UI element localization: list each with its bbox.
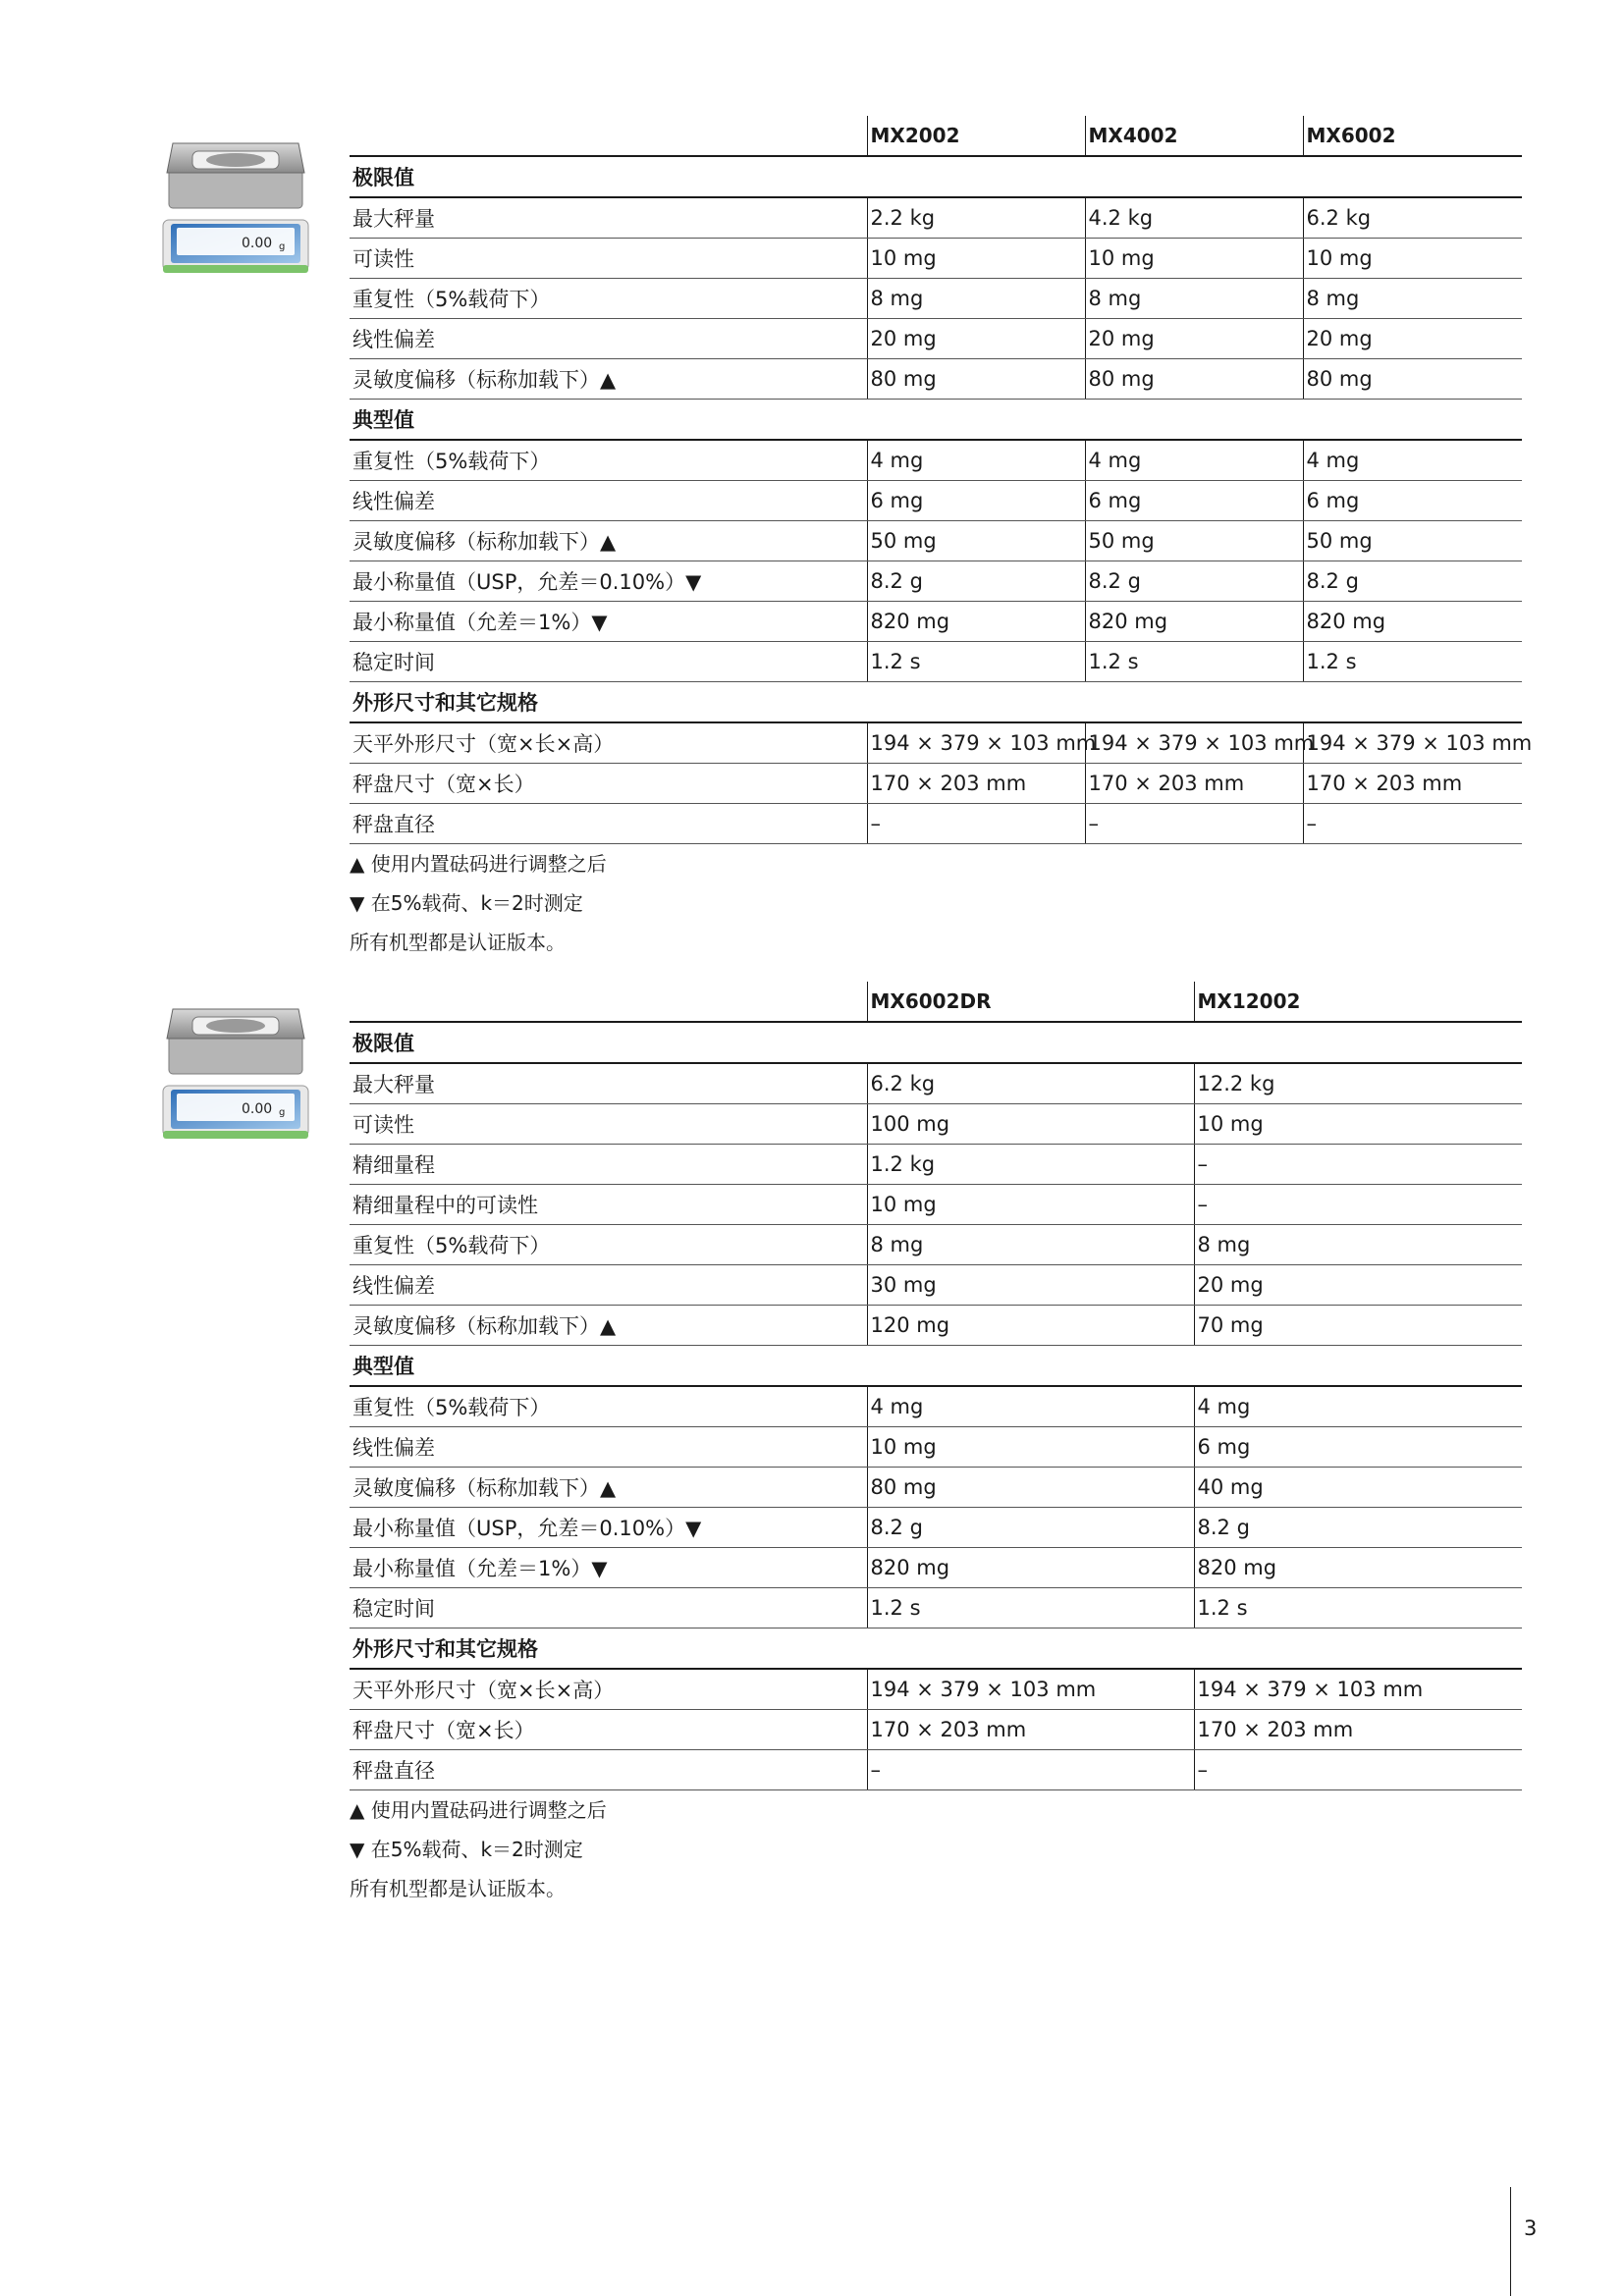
spec-value: 170 × 203 mm: [1194, 1710, 1522, 1750]
spec-value: 170 × 203 mm: [867, 764, 1085, 804]
table-row: [350, 1669, 1522, 1710]
spec-value: 820 mg: [867, 1548, 1194, 1588]
section-header-row: [350, 156, 1522, 197]
spec-value: 194 × 379 × 103 mm: [1303, 722, 1522, 764]
spec-label: 重复性（5%载荷下）: [350, 1386, 867, 1427]
spec-value: 4 mg: [1303, 440, 1522, 481]
spec-label: 精细量程: [350, 1145, 867, 1185]
spec-value: 1.2 s: [867, 1588, 1194, 1629]
footnote: ▼ 在5%载荷、k＝2时测定: [350, 1838, 583, 1861]
table-row: [350, 197, 1522, 239]
table-row: [350, 1265, 1522, 1306]
spec-value: –: [867, 1750, 1194, 1790]
table-row: [350, 359, 1522, 400]
spec-label: 最小称量值（USP，允差＝0.10%）▼: [350, 1508, 867, 1548]
spec-value: –: [1085, 804, 1303, 844]
table-row: [350, 722, 1522, 764]
table-row: [350, 1145, 1522, 1185]
section-header-row: [350, 1629, 1522, 1670]
section-header-row: [350, 400, 1522, 441]
table-row: [350, 1588, 1522, 1629]
spec-value: –: [1303, 804, 1522, 844]
table-row: [350, 1548, 1522, 1588]
footnote: ▼ 在5%载荷、k＝2时测定: [350, 891, 583, 915]
spec-value: 194 × 379 × 103 mm: [1085, 722, 1303, 764]
spec-label: 秤盘直径: [350, 804, 867, 844]
spec-value: 4 mg: [867, 440, 1085, 481]
spec-label: 灵敏度偏移（标称加载下）▲: [350, 359, 867, 400]
spec-value: 20 mg: [1194, 1265, 1522, 1306]
section-header-row: [350, 682, 1522, 723]
spec-value: 10 mg: [867, 239, 1085, 279]
spec-value: 820 mg: [1194, 1548, 1522, 1588]
spec-label: 天平外形尺寸（宽×长×高）: [350, 722, 867, 764]
spec-value: 820 mg: [1085, 602, 1303, 642]
spec-value: 8.2 g: [1194, 1508, 1522, 1548]
footnote: 所有机型都是认证版本。: [350, 1877, 566, 1900]
spec-value: 2.2 kg: [867, 197, 1085, 239]
spec-value: 8 mg: [867, 1225, 1194, 1265]
balance-product-image: [157, 139, 314, 282]
spec-label: 重复性（5%载荷下）: [350, 440, 867, 481]
spec-value: 80 mg: [1303, 359, 1522, 400]
table-row: [350, 764, 1522, 804]
spec-value: 1.2 s: [1303, 642, 1522, 682]
spec-value: 6 mg: [1085, 481, 1303, 521]
table-row: [350, 279, 1522, 319]
section-title: 极限值: [350, 1022, 1522, 1063]
spec-value: 4 mg: [1194, 1386, 1522, 1427]
spec-value: 50 mg: [1085, 521, 1303, 561]
footnote: 所有机型都是认证版本。: [350, 931, 566, 954]
spec-label: 秤盘尺寸（宽×长）: [350, 764, 867, 804]
table-row: [350, 642, 1522, 682]
spec-value: 8 mg: [1194, 1225, 1522, 1265]
spec-value: 10 mg: [867, 1185, 1194, 1225]
spec-value: 4.2 kg: [1085, 197, 1303, 239]
spec-value: 170 × 203 mm: [867, 1710, 1194, 1750]
table-row: [350, 1104, 1522, 1145]
table-row: [350, 1306, 1522, 1346]
display-reading: 0.00: [242, 1101, 273, 1117]
section-title: 极限值: [350, 156, 1522, 197]
table-row: [350, 319, 1522, 359]
spec-value: 8 mg: [867, 279, 1085, 319]
spec-value: 194 × 379 × 103 mm: [867, 1669, 1194, 1710]
table-row: [350, 481, 1522, 521]
spec-value: 1.2 kg: [867, 1145, 1194, 1185]
spec-value: 80 mg: [867, 359, 1085, 400]
spec-value: 170 × 203 mm: [1085, 764, 1303, 804]
model-name: MX6002: [1303, 116, 1522, 156]
spec-label: 灵敏度偏移（标称加载下）▲: [350, 521, 867, 561]
spec-label: 可读性: [350, 239, 867, 279]
model-name: MX4002: [1085, 116, 1303, 156]
spec-value: 120 mg: [867, 1306, 1194, 1346]
spec-value: –: [1194, 1145, 1522, 1185]
spec-label: 最小称量值（USP，允差＝0.10%）▼: [350, 561, 867, 602]
table-row: [350, 1386, 1522, 1427]
spec-value: 1.2 s: [867, 642, 1085, 682]
section-header-row: [350, 1346, 1522, 1387]
spec-value: 20 mg: [867, 319, 1085, 359]
model-header-row: [350, 982, 1522, 1022]
footnotes-2: [350, 1790, 607, 1908]
spec-value: 70 mg: [1194, 1306, 1522, 1346]
spec-value: –: [867, 804, 1085, 844]
spec-value: 40 mg: [1194, 1468, 1522, 1508]
balance-icon: [157, 1005, 314, 1148]
spec-value: 6 mg: [1303, 481, 1522, 521]
footnote: ▲ 使用内置砝码进行调整之后: [350, 852, 607, 876]
table-row: [350, 440, 1522, 481]
table-row: [350, 1185, 1522, 1225]
page-divider: [1510, 2187, 1511, 2296]
spec-label: 稳定时间: [350, 1588, 867, 1629]
spec-value: 4 mg: [1085, 440, 1303, 481]
spec-value: 6.2 kg: [1303, 197, 1522, 239]
spec-label: 线性偏差: [350, 481, 867, 521]
spec-value: 8.2 g: [867, 561, 1085, 602]
spec-table-1: [350, 116, 1533, 844]
table-row: [350, 1750, 1522, 1790]
spec-label: 最小称量值（允差＝1%）▼: [350, 1548, 867, 1588]
spec-value: 100 mg: [867, 1104, 1194, 1145]
table-row: [350, 1063, 1522, 1104]
spec-label: 天平外形尺寸（宽×长×高）: [350, 1669, 867, 1710]
table-row: [350, 1427, 1522, 1468]
spec-value: 4 mg: [867, 1386, 1194, 1427]
display-reading: 0.00: [242, 236, 273, 251]
spec-value: 6 mg: [867, 481, 1085, 521]
spec-label: 精细量程中的可读性: [350, 1185, 867, 1225]
spec-label: 线性偏差: [350, 1265, 867, 1306]
balance-icon: [157, 139, 314, 282]
spec-label: 秤盘尺寸（宽×长）: [350, 1710, 867, 1750]
spec-table-2: [350, 982, 1522, 1790]
spec-value: 80 mg: [1085, 359, 1303, 400]
model-name: MX2002: [867, 116, 1085, 156]
table-row: [350, 1710, 1522, 1750]
spec-label: 稳定时间: [350, 642, 867, 682]
spec-value: 10 mg: [1303, 239, 1522, 279]
spec-value: 194 × 379 × 103 mm: [1194, 1669, 1522, 1710]
spec-value: 10 mg: [867, 1427, 1194, 1468]
spec-value: 820 mg: [867, 602, 1085, 642]
spec-value: –: [1194, 1185, 1522, 1225]
spec-label: 可读性: [350, 1104, 867, 1145]
spec-value: 6 mg: [1194, 1427, 1522, 1468]
footnote: ▲ 使用内置砝码进行调整之后: [350, 1798, 607, 1822]
spec-value: 8.2 g: [867, 1508, 1194, 1548]
spec-value: 80 mg: [867, 1468, 1194, 1508]
spec-label: 灵敏度偏移（标称加载下）▲: [350, 1306, 867, 1346]
spec-label: 线性偏差: [350, 319, 867, 359]
spec-value: 10 mg: [1194, 1104, 1522, 1145]
spec-table-2-body: [350, 982, 1522, 1790]
spec-value: 194 × 379 × 103 mm: [867, 722, 1085, 764]
spec-value: 8 mg: [1085, 279, 1303, 319]
spec-value: 8 mg: [1303, 279, 1522, 319]
spec-label: 最大秤量: [350, 1063, 867, 1104]
spec-value: 20 mg: [1085, 319, 1303, 359]
spec-value: 12.2 kg: [1194, 1063, 1522, 1104]
spec-value: 20 mg: [1303, 319, 1522, 359]
model-name: MX6002DR: [867, 982, 1194, 1022]
spec-value: 30 mg: [867, 1265, 1194, 1306]
spec-label: 重复性（5%载荷下）: [350, 279, 867, 319]
spec-value: 170 × 203 mm: [1303, 764, 1522, 804]
table-row: [350, 602, 1522, 642]
spec-value: 8.2 g: [1303, 561, 1522, 602]
spec-label: 最小称量值（允差＝1%）▼: [350, 602, 867, 642]
spec-value: 50 mg: [867, 521, 1085, 561]
page-number: 3: [1524, 2216, 1538, 2240]
spec-label: 灵敏度偏移（标称加载下）▲: [350, 1468, 867, 1508]
table-row: [350, 521, 1522, 561]
display-unit: g: [279, 1107, 286, 1118]
spec-value: 50 mg: [1303, 521, 1522, 561]
spec-label: 线性偏差: [350, 1427, 867, 1468]
spec-value: –: [1194, 1750, 1522, 1790]
table-row: [350, 561, 1522, 602]
section-header-row: [350, 1022, 1522, 1063]
section-title: 典型值: [350, 1346, 1522, 1387]
spec-value: 8.2 g: [1085, 561, 1303, 602]
spec-label: 重复性（5%载荷下）: [350, 1225, 867, 1265]
model-name: MX12002: [1194, 982, 1522, 1022]
section-title: 外形尺寸和其它规格: [350, 1629, 1522, 1670]
spec-table-1-body: [350, 116, 1533, 844]
spec-label: 秤盘直径: [350, 1750, 867, 1790]
table-row: [350, 1468, 1522, 1508]
spec-value: 6.2 kg: [867, 1063, 1194, 1104]
spec-value: 820 mg: [1303, 602, 1522, 642]
table-row: [350, 239, 1522, 279]
table-row: [350, 804, 1522, 844]
balance-product-image: [157, 1005, 314, 1148]
display-unit: g: [279, 241, 286, 252]
section-title: 外形尺寸和其它规格: [350, 682, 1522, 723]
spec-value: 10 mg: [1085, 239, 1303, 279]
table-row: [350, 1225, 1522, 1265]
spec-value: 1.2 s: [1085, 642, 1303, 682]
table-row: [350, 1508, 1522, 1548]
footnotes-1: [350, 844, 607, 962]
model-header-row: [350, 116, 1522, 156]
section-title: 典型值: [350, 400, 1522, 441]
spec-label: 最大秤量: [350, 197, 867, 239]
spec-value: 1.2 s: [1194, 1588, 1522, 1629]
